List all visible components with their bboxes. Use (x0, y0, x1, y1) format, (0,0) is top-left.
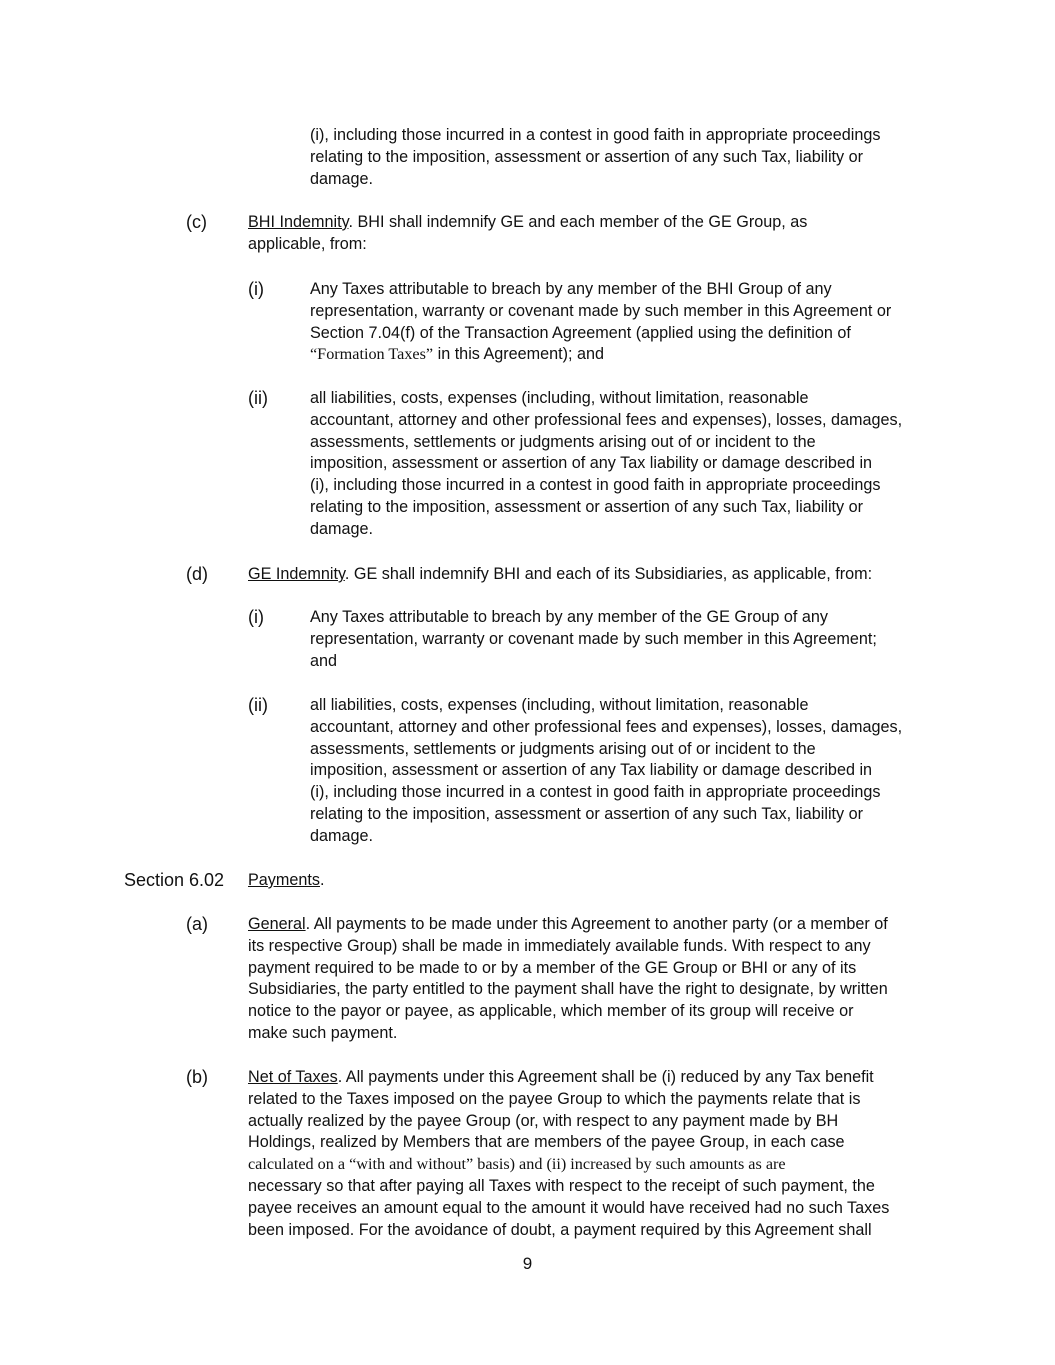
clause-d-ii-text: all liabilities, costs, expenses (including, without limitation, reasonable accountant, attorney and other professional fees and expenses), losses, damages, assessments, settlements or judgments arising out of or incident to the imposition, assessment or assertion of any Tax liability or damage described in (i), including those incurred in a contest in good faith in appropriate proceedings relating to the imposition, assessment or assertion of any such Tax, liability or damage. (310, 696, 903, 845)
clause-a-label: (a) (186, 914, 208, 934)
clause-b-text: Net of Taxes. All payments under this Agreement shall be (i) reduced by any Tax benefit related to the Taxes imposed on the payee Group to which the payments relate that is actually realized by the payee Group (or, with respect to any payment made by BH Holdings, realized by Members that are members of the payee Group, in each case calculated on a “with and without” basis) and (ii) increased by such amounts as are necessary so that after paying all Taxes with respect to the receipt of such payment, the payee receives an amount equal to the amount it would have received had no such Taxes been imposed. For the avoidance of doubt, a payment required by this Agreement shall (248, 1068, 890, 1239)
clause-d-i-label: (i) (248, 607, 264, 627)
clause-d-text: GE Indemnity. GE shall indemnify BHI and each of its Subsidiaries, as applicable, from: (248, 565, 873, 583)
clause-c-i-text: Any Taxes attributable to breach by any member of the BHI Group of any representation, warranty or covenant made by such member in this Agreement or Section 7.04(f) of the Transaction Agreement (applied using the definition of “Formation Taxes” in this Agreement); and (310, 280, 892, 364)
clause-a-heading: General (248, 915, 306, 933)
clause-c-ii-label: (ii) (248, 388, 268, 408)
paragraph-b-ii-continuation: (i), including those incurred in a contest in good faith in appropriate proceedings relating to the imposition, assessment or assertion of any such Tax, liability or damage. (310, 126, 881, 188)
clause-d-ii-label: (ii) (248, 695, 268, 715)
clause-d-label: (d) (186, 564, 208, 584)
clause-c-i-label: (i) (248, 279, 264, 299)
clause-c-text: BHI Indemnity. BHI shall indemnify GE and each member of the GE Group, as applicable, from: (248, 213, 808, 253)
clause-c-ii-text: all liabilities, costs, expenses (including, without limitation, reasonable accountant, attorney and other professional fees and expenses), losses, damages, assessments, settlements or judgments arising out of or incident to the imposition, assessment or assertion of any Tax liability or damage described in (i), including those incurred in a contest in good faith in appropriate proceedings relating to the imposition, assessment or assertion of any such Tax, liability or damage. (310, 389, 903, 538)
clause-a-text: General. All payments to be made under this Agreement to another party (or a member of its respective Group) shall be made in immediately available funds. With respect to any payment required to be made to or by a member of the GE Group or BHI or any of its Subsidiaries, the party entitled to the payment shall have the right to designate, by written notice to the payor or payee, as applicable, which member of its group will receive or make such payment. (248, 915, 888, 1042)
clause-b-label: (b) (186, 1067, 208, 1087)
clause-b-heading: Net of Taxes (248, 1068, 338, 1086)
clause-d-i-text: Any Taxes attributable to breach by any member of the GE Group of any representation, warranty or covenant made by such member in this Agreement; and (310, 608, 877, 670)
clause-c-label: (c) (186, 212, 207, 232)
section-6-02-label: Section 6.02 (124, 870, 225, 890)
section-6-02-heading: Payments. (248, 871, 325, 889)
clause-c-heading: BHI Indemnity (248, 213, 349, 231)
page-number: 9 (522, 1254, 533, 1273)
clause-d-heading: GE Indemnity (248, 565, 345, 583)
